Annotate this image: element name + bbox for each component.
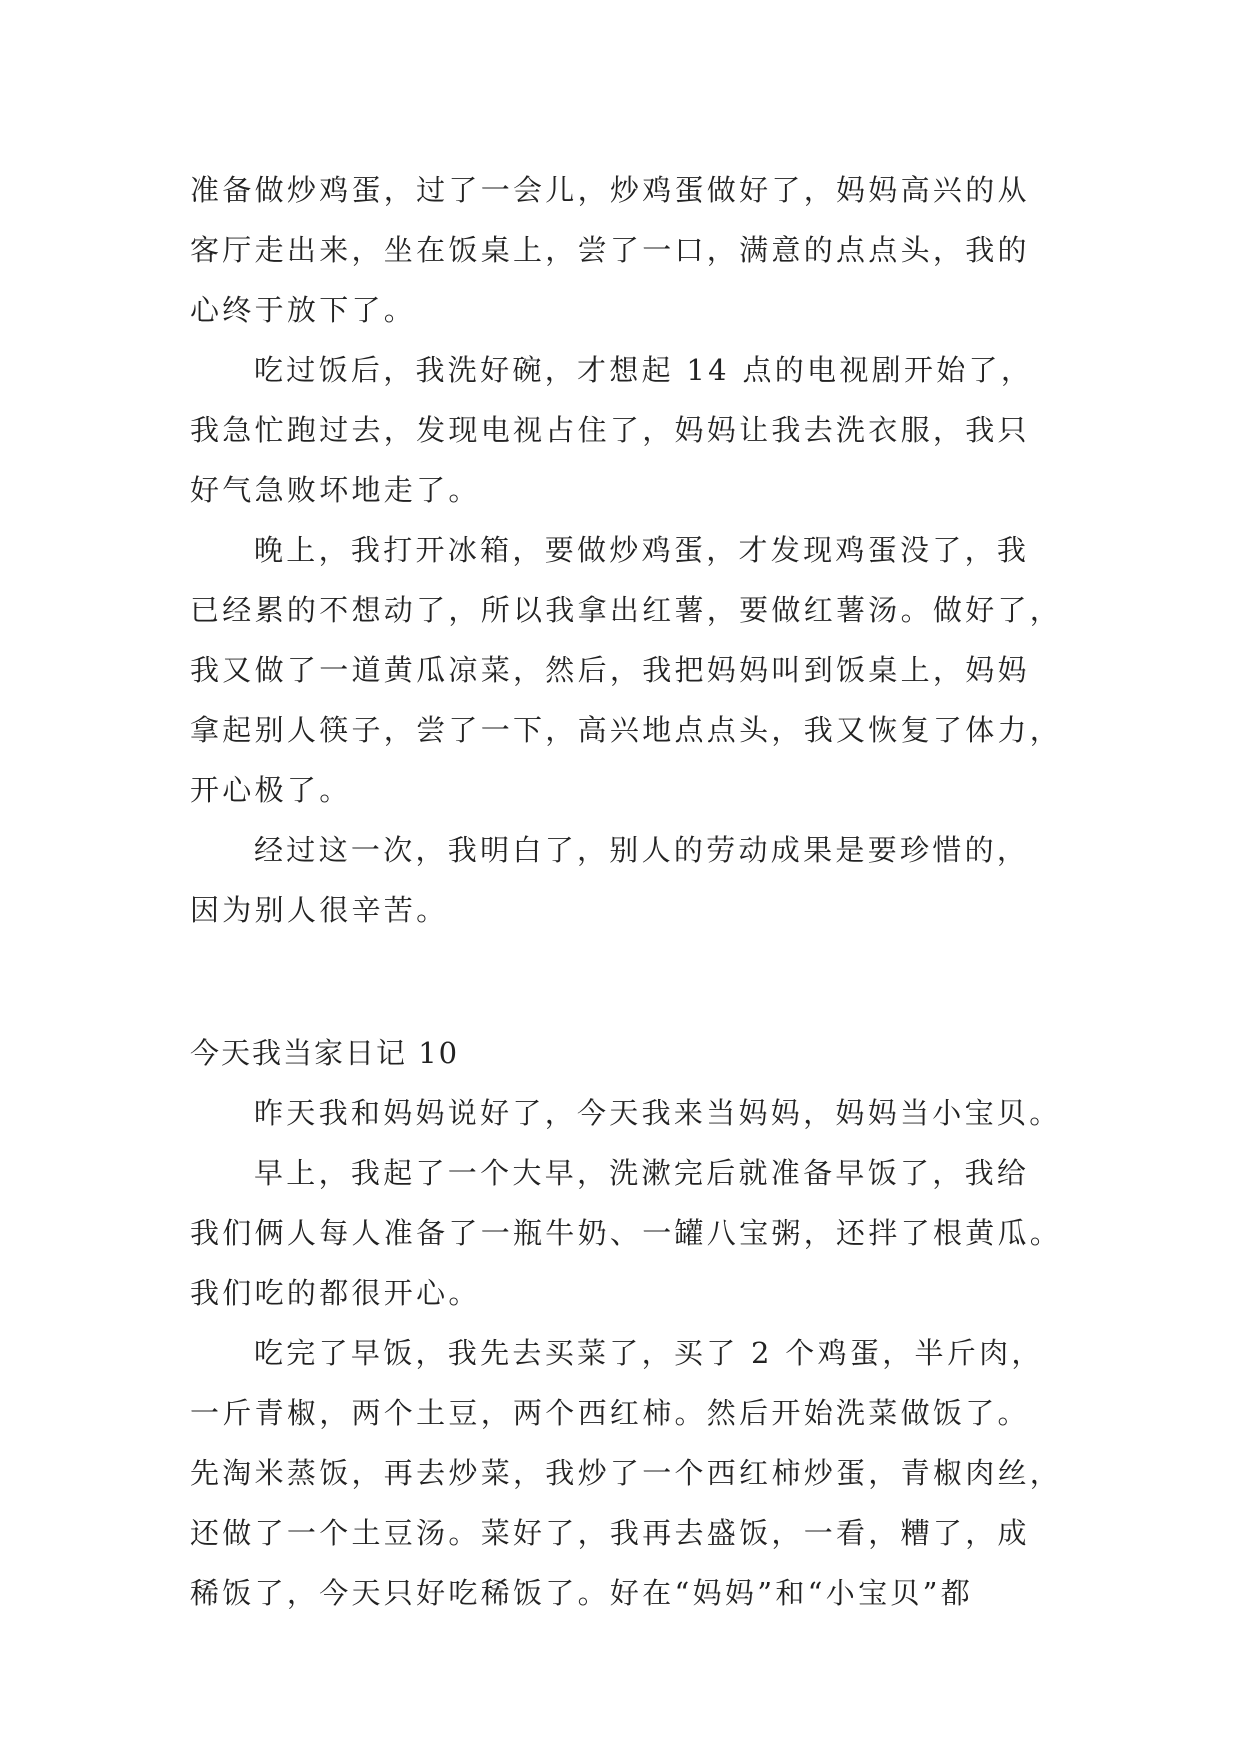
text-line: 先淘米蒸饭，再去炒菜，我炒了一个西红柿炒蛋，青椒肉丝， [190,1456,1063,1490]
text-line: 还做了一个土豆汤。菜好了，我再去盛饭，一看，糟了，成 [190,1516,1030,1550]
paragraph-start-line: 吃过饭后，我洗好碗，才想起 14 点的电视剧开始了， [254,353,1034,387]
diary-title: 今天我当家日记 10 [190,1036,460,1070]
text-line: 稀饭了，今天只好吃稀饭了。好在“妈妈”和“小宝贝”都 [190,1576,974,1610]
text-line: 好气急败坏地走了。 [190,473,481,507]
text-line: 我又做了一道黄瓜凉菜，然后，我把妈妈叫到饭桌上，妈妈 [190,653,1030,687]
text-line: 拿起别人筷子，尝了一下，高兴地点点头，我又恢复了体力， [190,713,1063,747]
text-line: 我急忙跑过去，发现电视占住了，妈妈让我去洗衣服，我只 [190,413,1030,447]
text-line: 已经累的不想动了，所以我拿出红薯，要做红薯汤。做好了， [190,593,1063,627]
text-line: 一斤青椒，两个土豆，两个西红柿。然后开始洗菜做饭了。 [190,1396,1030,1430]
text-line: 客厅走出来，坐在饭桌上，尝了一口，满意的点点头，我的 [190,233,1030,267]
paragraph-start-line: 经过这一次，我明白了，别人的劳动成果是要珍惜的， [254,833,1030,867]
section-gap [190,940,1070,1023]
text-line: 我们俩人每人准备了一瓶牛奶、一罐八宝粥，还拌了根黄瓜。 [190,1216,1063,1250]
paragraph-start-line: 早上，我起了一个大早，洗漱完后就准备早饭了，我给 [254,1156,1030,1190]
text-line: 准备做炒鸡蛋，过了一会儿，炒鸡蛋做好了，妈妈高兴的从 [190,173,1030,207]
text-line: 因为别人很辛苦。 [190,893,449,927]
paragraph-start-line: 晚上，我打开冰箱，要做炒鸡蛋，才发现鸡蛋没了，我 [254,533,1030,567]
text-line: 开心极了。 [190,773,352,807]
text-line: 心终于放下了。 [190,293,417,327]
paragraph-start-line: 昨天我和妈妈说好了，今天我来当妈妈，妈妈当小宝贝。 [254,1096,1062,1130]
paragraph-start-line: 吃完了早饭，我先去买菜了，买了 2 个鸡蛋，半斤肉， [254,1336,1044,1370]
text-line: 我们吃的都很开心。 [190,1276,481,1310]
document-body [190,160,1070,1623]
